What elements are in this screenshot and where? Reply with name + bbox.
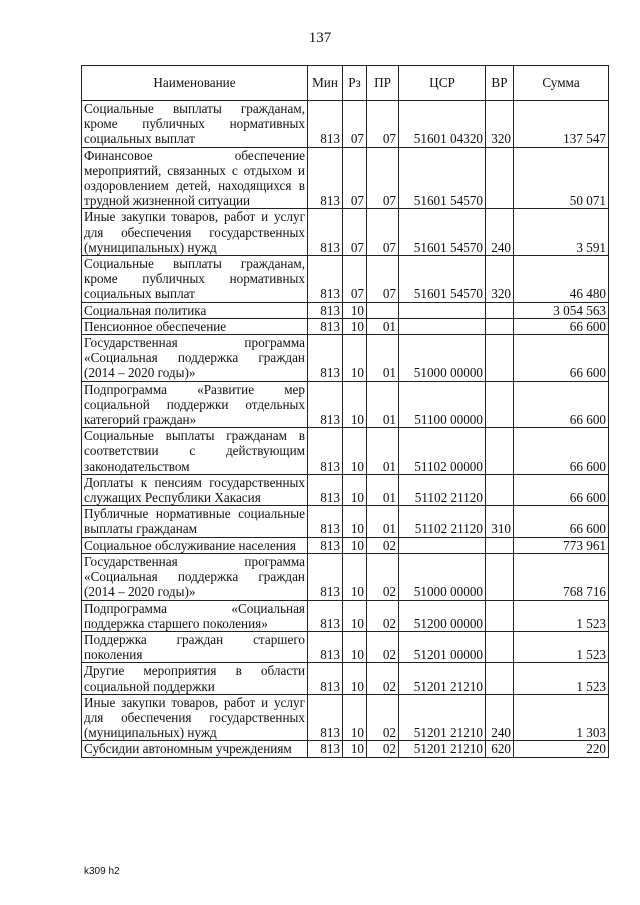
cell-min: 813 bbox=[308, 428, 343, 475]
cell-csr: 51000 00000 bbox=[399, 553, 486, 600]
cell-pr: 02 bbox=[367, 553, 399, 600]
cell-min: 813 bbox=[308, 209, 343, 256]
cell-name: Финансовое обеспечение мероприятий, связанных с отдыхом и оздоровлением детей, находящихся в трудной жизненной ситуации bbox=[82, 147, 308, 209]
table-row bbox=[82, 335, 609, 382]
cell-vr: 240 bbox=[486, 694, 514, 741]
cell-pr: 07 bbox=[367, 256, 399, 303]
cell-rz: 10 bbox=[343, 318, 367, 334]
header-min: Мин bbox=[308, 66, 343, 101]
cell-pr: 01 bbox=[367, 474, 399, 505]
cell-rz: 10 bbox=[343, 694, 367, 741]
cell-csr: 51201 21210 bbox=[399, 741, 486, 757]
cell-pr: 07 bbox=[367, 147, 399, 209]
cell-csr: 51201 21210 bbox=[399, 694, 486, 741]
cell-name: Социальные выплаты гражданам в соответствии с действующим законодательством bbox=[82, 428, 308, 475]
cell-name: Поддержка граждан старшего поколения bbox=[82, 631, 308, 662]
cell-pr: 01 bbox=[367, 335, 399, 382]
cell-rz: 10 bbox=[343, 506, 367, 537]
cell-min: 813 bbox=[308, 537, 343, 553]
cell-csr: 51200 00000 bbox=[399, 600, 486, 631]
cell-csr bbox=[399, 302, 486, 318]
cell-csr: 51102 00000 bbox=[399, 428, 486, 475]
cell-pr: 02 bbox=[367, 663, 399, 694]
cell-vr bbox=[486, 302, 514, 318]
header-csr: ЦСР bbox=[399, 66, 486, 101]
cell-rz: 07 bbox=[343, 256, 367, 303]
cell-min: 813 bbox=[308, 318, 343, 334]
cell-name: Государственная программа «Социальная поддержка граждан (2014 – 2020 годы)» bbox=[82, 553, 308, 600]
cell-sum: 1 523 bbox=[514, 600, 609, 631]
cell-min: 813 bbox=[308, 506, 343, 537]
cell-min: 813 bbox=[308, 600, 343, 631]
budget-table bbox=[81, 65, 609, 758]
cell-sum: 66 600 bbox=[514, 506, 609, 537]
cell-vr: 310 bbox=[486, 506, 514, 537]
cell-rz: 10 bbox=[343, 553, 367, 600]
cell-name: Субсидии автономным учреждениям bbox=[82, 741, 308, 757]
table-row bbox=[82, 741, 609, 757]
cell-min: 813 bbox=[308, 302, 343, 318]
table-row bbox=[82, 631, 609, 662]
table-row bbox=[82, 694, 609, 741]
page-number: 137 bbox=[308, 30, 332, 46]
cell-pr: 01 bbox=[367, 506, 399, 537]
cell-pr: 01 bbox=[367, 428, 399, 475]
cell-min: 813 bbox=[308, 147, 343, 209]
cell-min: 813 bbox=[308, 335, 343, 382]
table-row bbox=[82, 209, 609, 256]
cell-sum: 66 600 bbox=[514, 335, 609, 382]
cell-name: Доплаты к пенсиям государственных служащих Республики Хакасия bbox=[82, 474, 308, 505]
cell-sum: 46 480 bbox=[514, 256, 609, 303]
cell-vr: 620 bbox=[486, 741, 514, 757]
cell-rz: 10 bbox=[343, 537, 367, 553]
cell-name: Социальная политика bbox=[82, 302, 308, 318]
cell-vr bbox=[486, 537, 514, 553]
cell-pr: 07 bbox=[367, 101, 399, 148]
cell-sum: 768 716 bbox=[514, 553, 609, 600]
header-rz: Рз bbox=[343, 66, 367, 101]
cell-vr: 320 bbox=[486, 256, 514, 303]
cell-pr: 01 bbox=[367, 318, 399, 334]
header-pr: ПР bbox=[367, 66, 399, 101]
cell-min: 813 bbox=[308, 694, 343, 741]
cell-name: Социальные выплаты гражданам, кроме публичных нормативных социальных выплат bbox=[82, 256, 308, 303]
cell-rz: 10 bbox=[343, 302, 367, 318]
cell-pr: 02 bbox=[367, 741, 399, 757]
table-row bbox=[82, 663, 609, 694]
cell-csr: 51100 00000 bbox=[399, 381, 486, 428]
cell-pr bbox=[367, 302, 399, 318]
table-row bbox=[82, 553, 609, 600]
cell-csr bbox=[399, 537, 486, 553]
cell-vr: 240 bbox=[486, 209, 514, 256]
cell-sum: 50 071 bbox=[514, 147, 609, 209]
cell-pr: 02 bbox=[367, 694, 399, 741]
cell-rz: 07 bbox=[343, 209, 367, 256]
cell-sum: 137 547 bbox=[514, 101, 609, 148]
cell-csr: 51201 21210 bbox=[399, 663, 486, 694]
cell-name: Социальные выплаты гражданам, кроме публичных нормативных социальных выплат bbox=[82, 101, 308, 148]
table-row bbox=[82, 147, 609, 209]
cell-csr: 51201 00000 bbox=[399, 631, 486, 662]
cell-sum: 1 523 bbox=[514, 663, 609, 694]
table-row bbox=[82, 428, 609, 475]
cell-name: Пенсионное обеспечение bbox=[82, 318, 308, 334]
cell-csr: 51601 04320 bbox=[399, 101, 486, 148]
cell-vr bbox=[486, 428, 514, 475]
cell-pr: 01 bbox=[367, 381, 399, 428]
table-row bbox=[82, 474, 609, 505]
cell-min: 813 bbox=[308, 553, 343, 600]
cell-vr bbox=[486, 663, 514, 694]
cell-vr bbox=[486, 553, 514, 600]
cell-csr: 51000 00000 bbox=[399, 335, 486, 382]
cell-pr: 02 bbox=[367, 631, 399, 662]
cell-vr bbox=[486, 474, 514, 505]
cell-vr bbox=[486, 631, 514, 662]
cell-min: 813 bbox=[308, 381, 343, 428]
cell-sum: 3 591 bbox=[514, 209, 609, 256]
cell-name: Государственная программа «Социальная поддержка граждан (2014 – 2020 годы)» bbox=[82, 335, 308, 382]
cell-csr: 51601 54570 bbox=[399, 209, 486, 256]
cell-min: 813 bbox=[308, 256, 343, 303]
table-row bbox=[82, 506, 609, 537]
cell-rz: 10 bbox=[343, 335, 367, 382]
cell-pr: 02 bbox=[367, 537, 399, 553]
cell-sum: 66 600 bbox=[514, 318, 609, 334]
table-row bbox=[82, 600, 609, 631]
cell-sum: 1 523 bbox=[514, 631, 609, 662]
cell-rz: 10 bbox=[343, 381, 367, 428]
cell-name: Иные закупки товаров, работ и услуг для обеспечения государственных (муниципальных) нужд bbox=[82, 209, 308, 256]
cell-min: 813 bbox=[308, 741, 343, 757]
table-row bbox=[82, 256, 609, 303]
cell-rz: 10 bbox=[343, 428, 367, 475]
cell-rz: 10 bbox=[343, 631, 367, 662]
cell-vr: 320 bbox=[486, 101, 514, 148]
cell-vr bbox=[486, 600, 514, 631]
cell-pr: 07 bbox=[367, 209, 399, 256]
cell-min: 813 bbox=[308, 663, 343, 694]
cell-name: Иные закупки товаров, работ и услуг для обеспечения государственных (муниципальных) нужд bbox=[82, 694, 308, 741]
cell-vr bbox=[486, 335, 514, 382]
cell-csr: 51601 54570 bbox=[399, 256, 486, 303]
table-row bbox=[82, 101, 609, 148]
cell-sum: 66 600 bbox=[514, 428, 609, 475]
cell-sum: 1 303 bbox=[514, 694, 609, 741]
header-name: Наименование bbox=[82, 66, 308, 101]
cell-sum: 773 961 bbox=[514, 537, 609, 553]
cell-vr bbox=[486, 381, 514, 428]
cell-name: Социальное обслуживание населения bbox=[82, 537, 308, 553]
table-row bbox=[82, 318, 609, 334]
cell-csr: 51102 21120 bbox=[399, 474, 486, 505]
table-header-row bbox=[82, 66, 609, 101]
cell-csr: 51102 21120 bbox=[399, 506, 486, 537]
cell-sum: 66 600 bbox=[514, 474, 609, 505]
cell-sum: 3 054 563 bbox=[514, 302, 609, 318]
cell-min: 813 bbox=[308, 474, 343, 505]
cell-name: Подпрограмма «Социальная поддержка старшего поколения» bbox=[82, 600, 308, 631]
table-row bbox=[82, 302, 609, 318]
cell-rz: 07 bbox=[343, 101, 367, 148]
table-row bbox=[82, 537, 609, 553]
cell-sum: 66 600 bbox=[514, 381, 609, 428]
cell-name: Другие мероприятия в области социальной поддержки bbox=[82, 663, 308, 694]
cell-rz: 10 bbox=[343, 474, 367, 505]
cell-rz: 10 bbox=[343, 663, 367, 694]
header-vr: ВР bbox=[486, 66, 514, 101]
table-row bbox=[82, 381, 609, 428]
footer-code: k309 h2 bbox=[84, 866, 120, 877]
cell-min: 813 bbox=[308, 101, 343, 148]
cell-pr: 02 bbox=[367, 600, 399, 631]
cell-rz: 10 bbox=[343, 741, 367, 757]
cell-sum: 220 bbox=[514, 741, 609, 757]
cell-rz: 07 bbox=[343, 147, 367, 209]
cell-csr: 51601 54570 bbox=[399, 147, 486, 209]
cell-min: 813 bbox=[308, 631, 343, 662]
cell-name: Подпрограмма «Развитие мер социальной поддержки отдельных категорий граждан» bbox=[82, 381, 308, 428]
cell-vr bbox=[486, 318, 514, 334]
cell-rz: 10 bbox=[343, 600, 367, 631]
cell-name: Публичные нормативные социальные выплаты гражданам bbox=[82, 506, 308, 537]
cell-vr bbox=[486, 147, 514, 209]
cell-csr bbox=[399, 318, 486, 334]
header-sum: Сумма bbox=[514, 66, 609, 101]
